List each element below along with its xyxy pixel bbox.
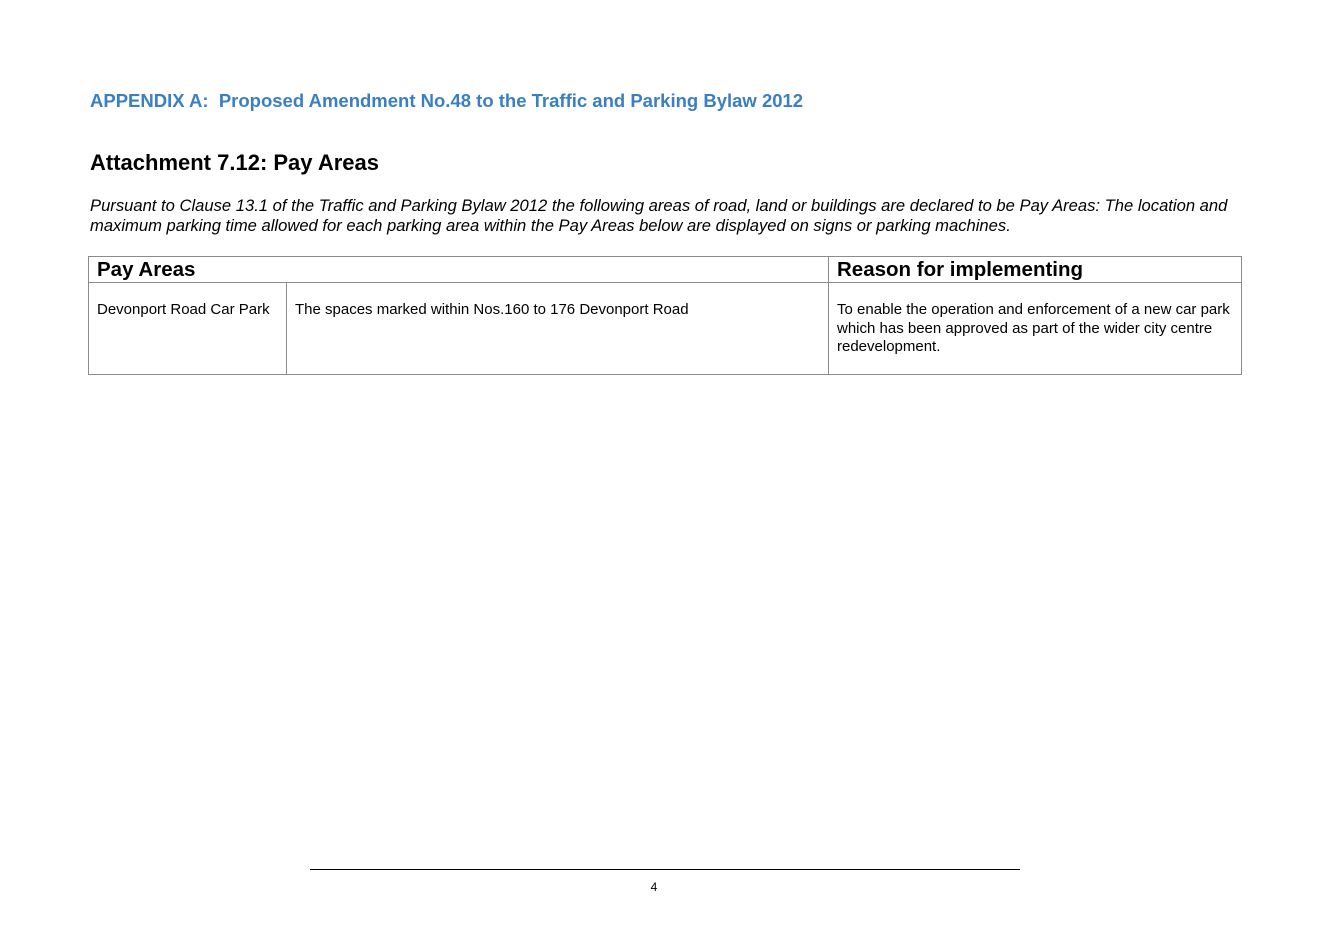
- pay-area-reason: To enable the operation and enforcement of a new car park which has been approved as part of the wider city centre redevelopment.: [829, 283, 1242, 375]
- attachment-title: Attachment 7.12: Pay Areas: [90, 150, 379, 175]
- appendix-title: APPENDIX A: Proposed Amendment No.48 to the Traffic and Parking Bylaw 2012: [90, 90, 804, 111]
- footer-divider: [310, 869, 1020, 870]
- pay-areas-table: [88, 256, 1242, 375]
- table-row: [89, 283, 1242, 375]
- intro-paragraph: Pursuant to Clause 13.1 of the Traffic and Parking Bylaw 2012 the following areas of road, land or buildings are declared to be Pay Areas: The location and maximum parking time allowed for each parking area within the Pay Areas below are displayed on signs or parking machines.: [90, 196, 1228, 235]
- pay-area-description: The spaces marked within Nos.160 to 176 Devonport Road: [287, 283, 829, 375]
- pay-area-name: Devonport Road Car Park: [89, 283, 287, 375]
- table-header-row: [89, 257, 1242, 283]
- page-number: 4: [650, 880, 658, 894]
- header-pay-areas: Pay Areas: [89, 257, 829, 283]
- header-reason: Reason for implementing: [829, 257, 1242, 283]
